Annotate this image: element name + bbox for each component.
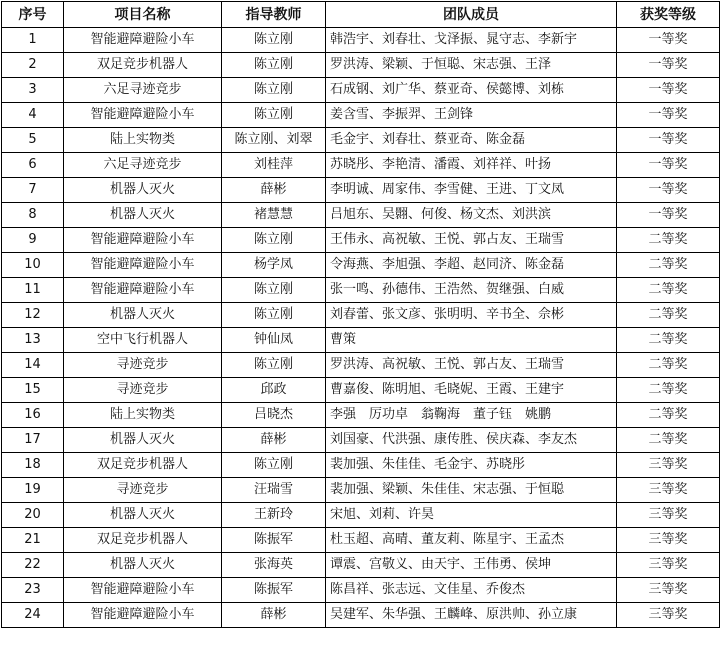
prize-level-cell: 三等奖 (617, 528, 720, 553)
project-name-cell: 陆上实物类 (64, 403, 222, 428)
table-row (2, 403, 720, 428)
table-row (2, 53, 720, 78)
teacher-cell: 陈立刚 (222, 353, 326, 378)
teacher-cell: 吕晓杰 (222, 403, 326, 428)
table-row (2, 503, 720, 528)
row-number-cell: 15 (2, 378, 64, 403)
table-row (2, 453, 720, 478)
prize-level-cell: 二等奖 (617, 378, 720, 403)
team-members-cell: 裴加强、朱佳佳、毛金宇、苏晓彤 (326, 453, 617, 478)
prize-level-cell: 二等奖 (617, 328, 720, 353)
teacher-cell: 邱政 (222, 378, 326, 403)
row-number-cell: 12 (2, 303, 64, 328)
teacher-cell: 薛彬 (222, 428, 326, 453)
teacher-cell: 薛彬 (222, 178, 326, 203)
project-name-cell: 寻迹竞步 (64, 378, 222, 403)
project-name-cell: 机器人灭火 (64, 203, 222, 228)
row-number-cell: 9 (2, 228, 64, 253)
team-members-cell: 裴加强、梁颖、朱佳佳、宋志强、于恒聪 (326, 478, 617, 503)
table-row (2, 553, 720, 578)
teacher-cell: 陈立刚 (222, 78, 326, 103)
project-name-cell: 空中飞行机器人 (64, 328, 222, 353)
team-members-cell: 刘春蕾、张文彦、张明明、辛书全、佘彬 (326, 303, 617, 328)
project-name-cell: 智能避障避险小车 (64, 253, 222, 278)
table-row (2, 478, 720, 503)
project-name-cell: 智能避障避险小车 (64, 28, 222, 53)
table-row (2, 378, 720, 403)
teacher-cell: 陈立刚 (222, 103, 326, 128)
table-row (2, 78, 720, 103)
project-name-cell: 机器人灭火 (64, 178, 222, 203)
teacher-cell: 陈振军 (222, 578, 326, 603)
prize-level-cell: 三等奖 (617, 553, 720, 578)
row-number-cell: 24 (2, 603, 64, 628)
team-members-cell: 吕旭东、吴翾、何俊、杨文杰、刘洪滨 (326, 203, 617, 228)
teacher-cell: 褚慧慧 (222, 203, 326, 228)
table-row (2, 528, 720, 553)
award-table (1, 1, 720, 628)
prize-level-cell: 一等奖 (617, 78, 720, 103)
prize-level-cell: 三等奖 (617, 578, 720, 603)
table-row (2, 28, 720, 53)
team-members-cell: 毛金宇、刘春壮、蔡亚奇、陈金磊 (326, 128, 617, 153)
row-number-cell: 4 (2, 103, 64, 128)
table-row (2, 103, 720, 128)
project-name-cell: 智能避障避险小车 (64, 578, 222, 603)
table-row (2, 128, 720, 153)
row-number-cell: 7 (2, 178, 64, 203)
team-members-cell: 吴建军、朱华强、王麟峰、原洪帅、孙立康 (326, 603, 617, 628)
prize-level-cell: 一等奖 (617, 103, 720, 128)
team-members-cell: 石成钢、刘广华、蔡亚奇、侯懿博、刘栋 (326, 78, 617, 103)
team-members-cell: 曹策 (326, 328, 617, 353)
team-members-cell: 刘国豪、代洪强、康传胜、侯庆森、李友杰 (326, 428, 617, 453)
team-members-cell: 杜玉超、高晴、董友莉、陈星宇、王孟杰 (326, 528, 617, 553)
row-number-cell: 18 (2, 453, 64, 478)
project-name-cell: 机器人灭火 (64, 553, 222, 578)
row-number-cell: 22 (2, 553, 64, 578)
prize-level-cell: 一等奖 (617, 28, 720, 53)
table-row (2, 153, 720, 178)
team-members-cell: 王伟永、高祝敏、王悦、郭占友、王瑞雪 (326, 228, 617, 253)
prize-level-cell: 二等奖 (617, 228, 720, 253)
project-name-cell: 机器人灭火 (64, 303, 222, 328)
team-members-cell: 苏晓彤、李艳清、潘霞、刘祥祥、叶扬 (326, 153, 617, 178)
row-number-cell: 16 (2, 403, 64, 428)
table-row (2, 253, 720, 278)
teacher-cell: 汪瑞雪 (222, 478, 326, 503)
team-members-cell: 罗洪涛、高祝敏、王悦、郭占友、王瑞雪 (326, 353, 617, 378)
project-name-cell: 双足竞步机器人 (64, 53, 222, 78)
team-members-cell: 谭震、宫敬义、由天宇、王伟勇、侯坤 (326, 553, 617, 578)
row-number-cell: 21 (2, 528, 64, 553)
table-row (2, 178, 720, 203)
table-row (2, 353, 720, 378)
row-number-cell: 8 (2, 203, 64, 228)
table-row (2, 278, 720, 303)
row-number-cell: 2 (2, 53, 64, 78)
prize-level-cell: 二等奖 (617, 278, 720, 303)
teacher-cell: 陈立刚 (222, 453, 326, 478)
row-number-cell: 11 (2, 278, 64, 303)
prize-level-cell: 二等奖 (617, 353, 720, 378)
project-name-cell: 智能避障避险小车 (64, 103, 222, 128)
header-number: 序号 (2, 2, 64, 28)
teacher-cell: 王新玲 (222, 503, 326, 528)
teacher-cell: 陈立刚 (222, 303, 326, 328)
table-row (2, 603, 720, 628)
project-name-cell: 六足寻迹竞步 (64, 78, 222, 103)
header-prize: 获奖等级 (617, 2, 720, 28)
project-name-cell: 双足竞步机器人 (64, 528, 222, 553)
project-name-cell: 寻迹竞步 (64, 353, 222, 378)
teacher-cell: 钟仙凤 (222, 328, 326, 353)
row-number-cell: 1 (2, 28, 64, 53)
project-name-cell: 智能避障避险小车 (64, 603, 222, 628)
header-project-name: 项目名称 (64, 2, 222, 28)
prize-level-cell: 三等奖 (617, 603, 720, 628)
project-name-cell: 双足竞步机器人 (64, 453, 222, 478)
row-number-cell: 17 (2, 428, 64, 453)
prize-level-cell: 三等奖 (617, 478, 720, 503)
table-row (2, 303, 720, 328)
prize-level-cell: 二等奖 (617, 253, 720, 278)
team-members-cell: 张一鸣、孙德伟、王浩然、贺继强、白威 (326, 278, 617, 303)
prize-level-cell: 一等奖 (617, 178, 720, 203)
row-number-cell: 20 (2, 503, 64, 528)
prize-level-cell: 一等奖 (617, 53, 720, 78)
prize-level-cell: 二等奖 (617, 303, 720, 328)
row-number-cell: 3 (2, 78, 64, 103)
team-members-cell: 韩浩宇、刘春壮、戈泽振、晁守志、李新宇 (326, 28, 617, 53)
project-name-cell: 智能避障避险小车 (64, 228, 222, 253)
prize-level-cell: 一等奖 (617, 153, 720, 178)
table-body (2, 28, 720, 628)
header-teacher: 指导教师 (222, 2, 326, 28)
prize-level-cell: 一等奖 (617, 128, 720, 153)
teacher-cell: 陈立刚 (222, 228, 326, 253)
header-row (2, 2, 720, 28)
teacher-cell: 刘桂萍 (222, 153, 326, 178)
teacher-cell: 陈立刚 (222, 28, 326, 53)
row-number-cell: 14 (2, 353, 64, 378)
teacher-cell: 陈振军 (222, 528, 326, 553)
row-number-cell: 13 (2, 328, 64, 353)
team-members-cell: 陈昌祥、张志远、文佳星、乔俊杰 (326, 578, 617, 603)
table-row (2, 578, 720, 603)
project-name-cell: 机器人灭火 (64, 428, 222, 453)
prize-level-cell: 三等奖 (617, 453, 720, 478)
table-row (2, 203, 720, 228)
prize-level-cell: 三等奖 (617, 503, 720, 528)
header-members: 团队成员 (326, 2, 617, 28)
team-members-cell: 宋旭、刘莉、许昊 (326, 503, 617, 528)
project-name-cell: 陆上实物类 (64, 128, 222, 153)
teacher-cell: 陈立刚 (222, 53, 326, 78)
project-name-cell: 智能避障避险小车 (64, 278, 222, 303)
teacher-cell: 陈立刚、刘翠 (222, 128, 326, 153)
team-members-cell: 李明诚、周家伟、李雪健、王进、丁文凤 (326, 178, 617, 203)
row-number-cell: 5 (2, 128, 64, 153)
team-members-cell: 姜含雪、李振羿、王剑锋 (326, 103, 617, 128)
teacher-cell: 陈立刚 (222, 278, 326, 303)
row-number-cell: 19 (2, 478, 64, 503)
row-number-cell: 6 (2, 153, 64, 178)
project-name-cell: 寻迹竞步 (64, 478, 222, 503)
teacher-cell: 张海英 (222, 553, 326, 578)
team-members-cell: 令海燕、李旭强、李超、赵同济、陈金磊 (326, 253, 617, 278)
table-row (2, 228, 720, 253)
team-members-cell: 曹嘉俊、陈明旭、毛晓妮、王霞、王建宇 (326, 378, 617, 403)
row-number-cell: 10 (2, 253, 64, 278)
prize-level-cell: 二等奖 (617, 403, 720, 428)
project-name-cell: 机器人灭火 (64, 503, 222, 528)
team-members-cell: 罗洪涛、梁颖、于恒聪、宋志强、王泽 (326, 53, 617, 78)
teacher-cell: 薛彬 (222, 603, 326, 628)
table-row (2, 428, 720, 453)
prize-level-cell: 一等奖 (617, 203, 720, 228)
team-members-cell: 李强 厉功卓 翁鞠海 董子钰 姚鹏 (326, 403, 617, 428)
table-row (2, 328, 720, 353)
teacher-cell: 杨学凤 (222, 253, 326, 278)
prize-level-cell: 二等奖 (617, 428, 720, 453)
project-name-cell: 六足寻迹竞步 (64, 153, 222, 178)
row-number-cell: 23 (2, 578, 64, 603)
